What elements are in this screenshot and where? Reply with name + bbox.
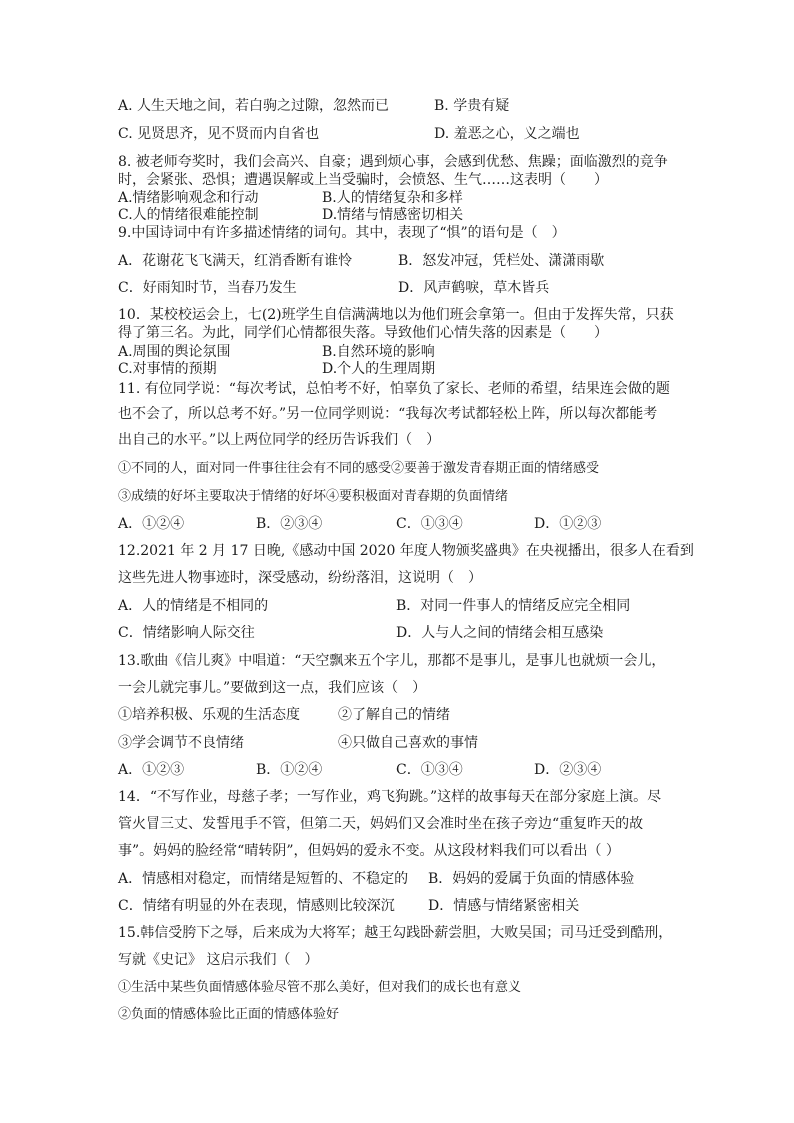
q9-option-a: A．花谢花飞飞满天，红消香断有谁怜 [118,253,353,269]
q12-option-b: B．对同一件事人的情绪反应完全相同 [396,598,631,614]
q15-stem-line-2: 写就《史记》 这启示我们（ ） [118,952,319,968]
q13-statement-3: ③学会调节不良情绪 [118,735,244,751]
q7-option-a: A. 人生天地之间，若白驹之过隙，忽然而已 [118,98,390,114]
q14-option-c: C．情绪有明显的外在表现，情感则比较深沉 [118,898,395,914]
q13-option-a: A．①②③ [118,762,185,778]
q10-option-d: D.个人的生理周期 [322,361,436,377]
q14-stem-line-1: 14．“不写作业，母慈子孝；一写作业，鸡飞狗跳。”这样的故事每天在部分家庭上演。尽 [118,789,662,805]
q15-statement-2: ②负面的情感体验比正面的情感体验好 [118,1007,340,1022]
q11-stem-line-3: 出自己的水平。”以上两位同学的经历告诉我们（ ） [118,432,441,448]
q14-stem-line-2: 管火冒三丈、发誓甩手不管，但第二天，妈妈们又会准时坐在孩子旁边“重复昨天的故 [118,816,644,832]
q11-option-c: C．①③④ [396,516,463,532]
q14-option-b: B．妈妈的爱属于负面的情感体验 [428,871,635,887]
q13-stem-line-1: 13.歌曲《信儿爽》中唱道：“天空飘来五个字儿，那都不是事儿，是事儿也就烦一会儿， [118,653,666,669]
q9-stem: 9.中国诗词中有许多描述情绪的词句。其中，表现了“惧”的语句是（ ） [118,225,566,241]
q13-statement-4: ④只做自己喜欢的事情 [338,735,478,751]
q13-statement-2: ②了解自己的情绪 [338,707,450,723]
q12-stem-line-1: 12.2021 年 2 月 17 日晚,《感动中国 2020 年度人物颁奖盛典》在央视播出，很多人在看到 [118,543,694,559]
q10-option-c: C.对事情的预期 [118,361,217,377]
q8-option-d: D.情绪与情感密切相关 [322,207,464,223]
q11-stem-line-2: 也不会了，所以总考不好。”另一位同学则说：“我每次考试都轻松上阵，所以每次都能考 [118,406,658,422]
q14-stem-line-3: 事”。妈妈的脸经常“晴转阴”，但妈妈的爱永不变。从这段材料我们可以看出（ ） [118,843,620,859]
q14-option-a: A．情感相对稳定，而情绪是短暂的、不稳定的 [118,871,409,887]
q8-option-b: B.人的情绪复杂和多样 [322,190,463,206]
q7-option-b: B. 学贵有疑 [434,98,510,114]
q13-option-d: D．②③④ [534,762,602,778]
q10-stem-line-1: 10．某校校运会上，七(2)班学生自信满满地以为他们班会拿第一。但由于发挥失常，只获 [118,307,674,323]
q12-stem-line-2: 这些先进人物事迹时，深受感动，纷纷落泪，这说明（ ） [118,570,482,586]
q7-option-d: D. 羞恶之心，义之端也 [434,126,580,142]
q14-option-d: D．情感与情绪紧密相关 [428,898,580,914]
q13-statement-1: ①培养积极、乐观的生活态度 [118,707,300,723]
q8-option-a: A.情绪影响观念和行动 [118,190,259,206]
q12-option-d: D．人与人之间的情绪会相互感染 [396,625,604,641]
q11-stem-line-1: 11. 有位同学说：“每次考试，总怕考不好，怕辜负了家长、老师的希望，结果连会做的题 [118,381,670,397]
q11-statement-line-1: ①不同的人，面对同一件事往往会有不同的感受②要善于激发青春期正面的情绪感受 [118,461,600,476]
q13-option-b: B．①②④ [256,762,323,778]
q11-option-d: D．①②③ [534,516,602,532]
q7-option-c: C. 见贤思齐，见不贤而内自省也 [118,126,320,142]
q13-option-c: C．①③④ [396,762,463,778]
q12-option-a: A．人的情绪是不相同的 [118,598,269,614]
q8-stem-line-2: 时，会紧张、恐惧；遭遇误解或上当受骗时，会愤怒、生气……这表明（ ） [118,172,608,188]
q9-option-d: D．风声鹤唳，草木皆兵 [398,280,550,296]
q10-option-a: A.周围的舆论氛围 [118,344,231,360]
q11-option-a: A．①②④ [118,516,185,532]
q8-stem-line-1: 8. 被老师夸奖时，我们会高兴、自豪；遇到烦心事，会感到优愁、焦躁；面临激烈的竞争 [118,154,668,170]
q13-stem-line-2: 一会儿就完事儿。”要做到这一点，我们应该（ ） [118,680,427,696]
q15-statement-1: ①生活中某些负面情感体验尽管不那么美好，但对我们的成长也有意义 [118,980,522,995]
q15-stem-line-1: 15.韩信受胯下之辱，后来成为大将军；越王勾践卧薪尝胆，大败吴国；司马迁受到酷刑， [118,925,673,941]
q8-option-c: C.人的情绪很难能控制 [118,207,259,223]
q10-option-b: B.自然环境的影响 [322,344,435,360]
q9-option-c: C．好雨知时节，当春乃发生 [118,280,297,296]
q9-option-b: B．怒发冲冠，凭栏处、潇潇雨歇 [398,253,605,269]
q11-option-b: B．②③④ [256,516,323,532]
q10-stem-line-2: 得了第三名。为此，同学们心情都很失落。导致他们心情失落的因素是（ ） [118,325,608,341]
q11-statement-line-2: ③成绩的好坏主要取决于情绪的好坏④要积极面对青春期的负面情绪 [118,489,509,504]
q12-option-c: C．情绪影响人际交往 [118,625,255,641]
